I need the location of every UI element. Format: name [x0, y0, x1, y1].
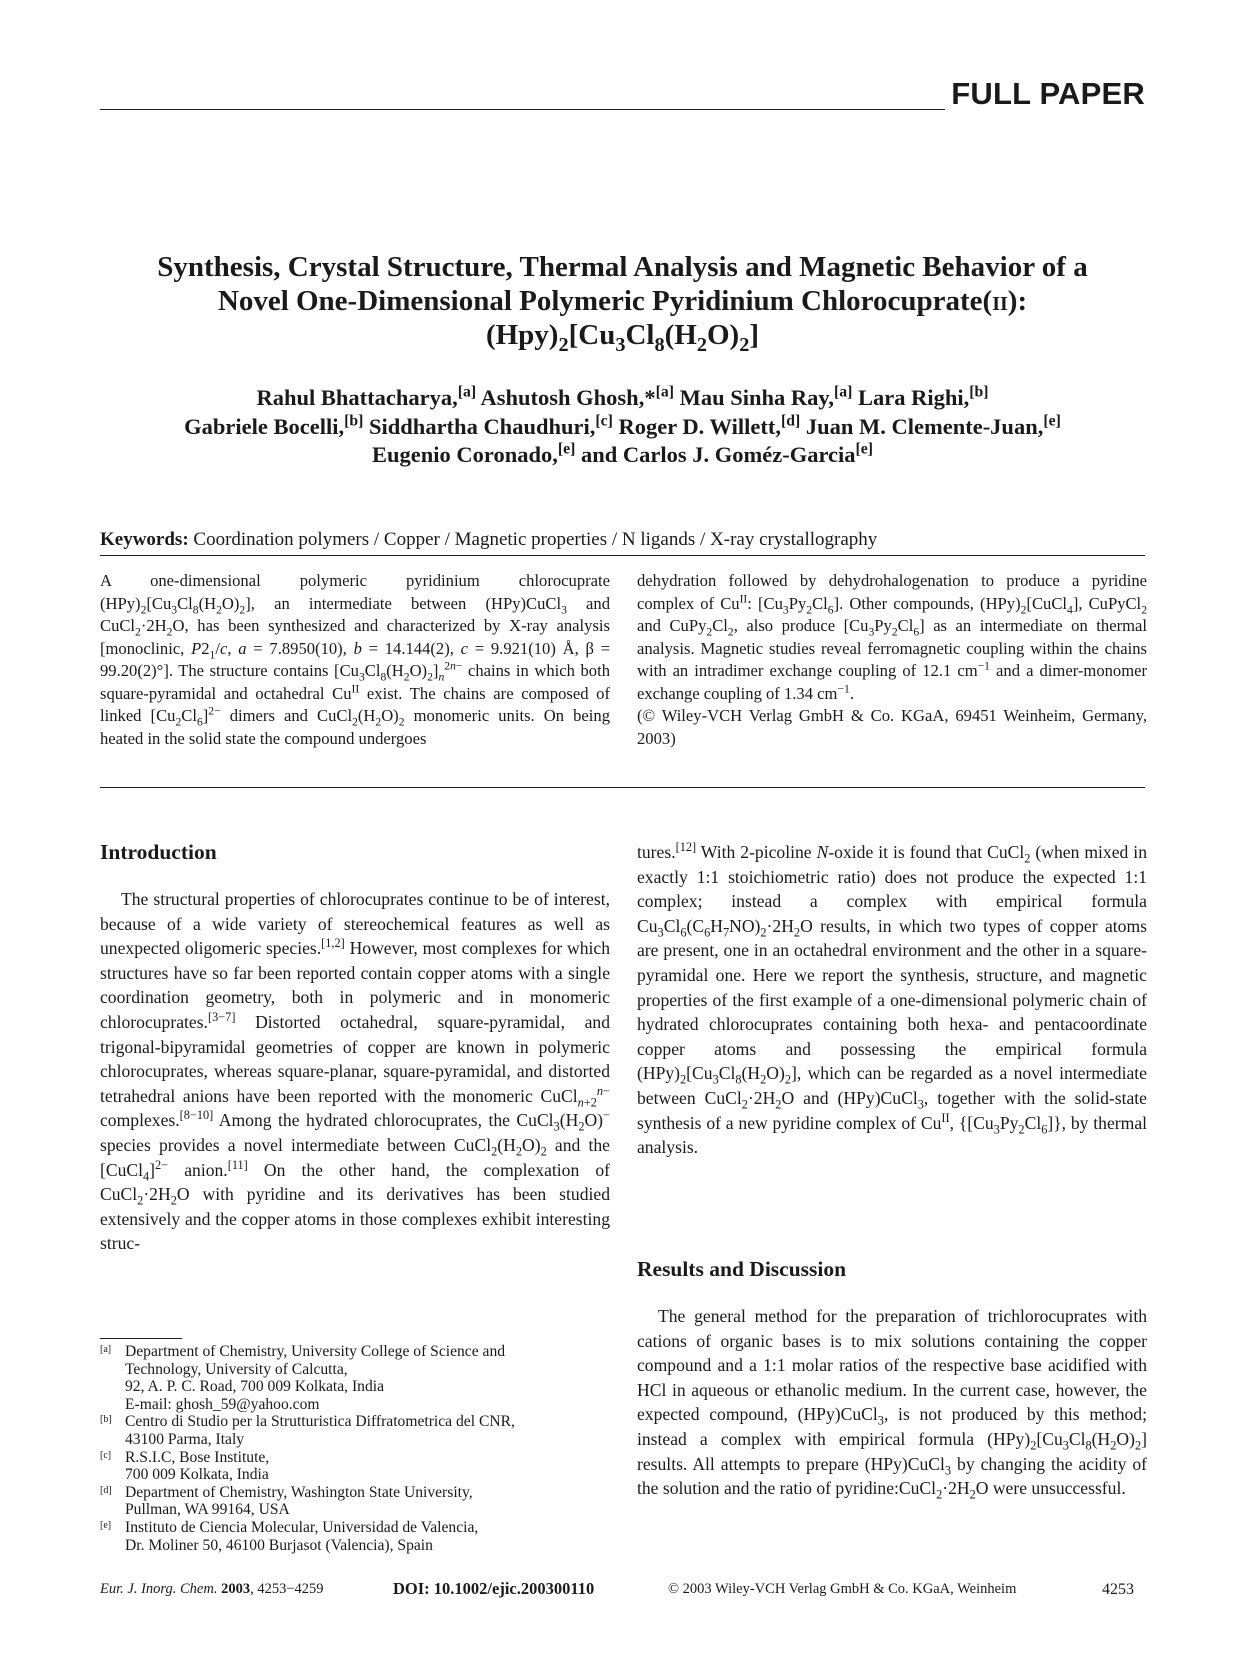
affiliations	[100, 1343, 615, 1554]
paper-title	[100, 250, 1145, 356]
introduction-text-left: The structural properties of chlorocuprates continue to be of interest, because of a wide variety of stereochemical features as well as unexpected oligomeric species.[1,2] However, most complexes for which structures have so far been reported contain copper atoms with a single coordination geometry, both in polymeric and in monomeric chlorocuprates.[3−7] Distorted octahedral, square-pyramidal, and trigonal-bipyramidal geometries of copper are known in polymeric chlorocuprates, whereas square-planar, square-pyramidal, and distorted tetrahedral anions have been reported with the monomeric CuCl$_{n+2}^{n-}$ complexes.[8−10] Among the hydrated chlorocuprates, the $CuCl_3(H_2O)^-$ species provides a novel intermediate between $CuCl_2(H_2O)_2$ and the [CuCl$_4$]$^{2-}$ anion.[11] On the other hand, the complexation of $CuCl_2\cdot 2H_2O$ with pyridine and its derivatives has been studied extensively and the copper atoms in those complexes exhibit interesting struc-	[100, 889, 610, 1254]
abstract-copyright: (© Wiley-VCH Verlag GmbH & Co. KGaA, 69451 Weinheim, Germany, 2003)	[637, 706, 1147, 748]
abstract-left: A one-dimensional polymeric pyridinium chlorocuprate $(HPy)_2[Cu_3Cl_8(H_2O)_2]$, an intermediate between (HPy)CuCl$_3$ and $CuCl_2\cdot 2H_2O$, has been synthesized and characterized by X-ray analysis [monoclinic, $P2_1/c$, a = 7.8950(10), b = 14.144(2), c = 9.921(10) Å, β = 99.20(2)°]. The structure contains $[Cu_3Cl_8(H_2O)_2]_n^{2n-}$ chains in which both square-pyramidal and octahedral $Cu^{II}$ exist. The chains are composed of linked $[Cu_2Cl_6]^{2-}$ dimers and $CuCl_2(H_2O)_2$ monomeric units. On being heated in the solid state the compound undergoes	[100, 571, 611, 748]
results-heading: Results and Discussion	[637, 1257, 847, 1281]
affiliation-b: [b] Centro di Studio per la Strutturistica Diffratometrica del CNR, 43100 Parma, Italy	[100, 1413, 515, 1448]
abstract-bottom-rule	[100, 787, 1145, 788]
abstract-right: dehydration followed by dehydrohalogenation to produce a pyridine complex of $Cu^{II}$: $[Cu_3Py_2Cl_6]$. Other compounds, $(HPy)_2[CuCl_4]$, CuPyCl$_2$ and $CuPy_2Cl_2$, also produce $[Cu_3Py_2Cl_6]$ as an intermediate on thermal analysis. Magnetic studies reveal ferromagnetic coupling within the chains with an intradimer exchange coupling of 12.1 $cm^{-1}$ and a dimer-monomer exchange coupling of 1.34 $cm^{-1}$. (© Wiley-VCH Verlag GmbH & Co. KGaA, 69451 Weinheim, Germany, 2003)	[637, 571, 1148, 748]
section-label: FULL PAPER	[951, 76, 1145, 111]
keywords-text: Coordination polymers / Copper / Magnetic properties / N ligands / X-ray crystallography	[193, 529, 878, 550]
affiliation-d: [d] Department of Chemistry, Washington State University, Pullman, WA 99164, USA	[100, 1483, 473, 1519]
title-line-1: Synthesis, Crystal Structure, Thermal Analysis and Magnetic Behavior of a	[157, 251, 1088, 283]
introduction-text-right: tures.[12] With 2-picoline N-oxide it is found that CuCl$_2$ (when mixed in exactly 1:1 stoichiometric ratio) does not produce the expected 1:1 complex; instead a complex with empirical formula $Cu_3Cl_6(C_6H_7NO)_2\cdot 2H_2O$ results, in which two types of copper atoms are present, one in an octahedral environment and the other in a square-pyramidal one. Here we report the synthesis, structure, and magnetic properties of the first example of a one-dimensional polymeric chain of hydrated chlorocuprates containing both hexa- and pentacoordinate copper atoms and possessing the empirical formula $(HPy)_2[Cu_3Cl_8(H_2O)_2]$, which can be regarded as a novel intermediate between $CuCl_2\cdot 2H_2O$ and (HPy)CuCl$_3$, together with the solid-state synthesis of a new pyridine complex of $Cu^{II}$, $\{[Cu_3Py_2Cl_6]\}$, by thermal analysis.	[637, 840, 1148, 1158]
keywords-label: Keywords:	[100, 529, 189, 550]
results-text: The general method for the preparation of trichlorocuprates with cations of organic bases is to mix solutions containing the copper compound and a 1:1 molar ratios of the respective base acidified with HCl in aqueous or ethanolic medium. In the current case, however, the expected compound, (HPy)CuCl$_3$, is not produced by this method; instead a complex with empirical formula $(HPy)_2[Cu_3Cl_8(H_2O)_2]$ results. All attempts to prepare (HPy)CuCl$_3$ by changing the acidity of the solution and the ratio of $pyridine:CuCl_2\cdot 2H_2O$ were unsuccessful.	[637, 1306, 1148, 1502]
affiliation-e: [e] Instituto de Ciencia Molecular, Universidad de Valencia, Dr. Moliner 50, 46100 Burjasot (Valencia), Spain	[100, 1518, 479, 1554]
title-line-3: $(Hpy)_2[Cu_3Cl_8(H_2O)_2]$	[485, 319, 760, 356]
footer-copyright: © 2003 Wiley-VCH Verlag GmbH & Co. KGaA, Weinheim	[668, 1581, 1017, 1597]
footer-doi[interactable]: DOI: 10.1002/ejic.200300110	[393, 1579, 595, 1598]
keywords	[100, 528, 1145, 552]
page-number: 4253	[1102, 1581, 1134, 1598]
abstract-top-rule	[100, 555, 1145, 556]
footer-journal: Eur. J. Inorg. Chem.	[100, 1581, 218, 1597]
affiliation-c: [c] R.S.I.C, Bose Institute, 700 009 Kolkata, India	[100, 1448, 270, 1484]
footer-citation: Eur. J. Inorg. Chem. 2003, 4253−4259	[100, 1581, 324, 1597]
title-line-2: Novel One-Dimensional Polymeric Pyridinium Chlorocuprate(ii):	[217, 285, 1028, 317]
affiliation-a: [a] Department of Chemistry, University College of Science and Technology, University of Calcutta, 92, A. P. C. Road, 700 009 Kolkata, India E-mail: ghosh_59@yahoo.com	[100, 1343, 506, 1413]
header-rule	[100, 109, 945, 110]
footnote-rule	[100, 1338, 182, 1339]
footer-year: 2003	[221, 1581, 251, 1597]
introduction-heading: Introduction	[100, 840, 217, 864]
author-list: Rahul Bhattacharya,[a] Ashutosh Ghosh,*[a] Mau Sinha Ray,[a] Lara Righi,[b] Gabriele Bocelli,[b] Siddhartha Chaudhuri,[c] Roger D. Willett,[d] Juan M. Clemente-Juan,[e] Eugenio Coronado,[e] and Carlos J. Goméz-Garcia[e]	[184, 383, 1061, 467]
footer-pages: 4253−4259	[257, 1581, 324, 1597]
